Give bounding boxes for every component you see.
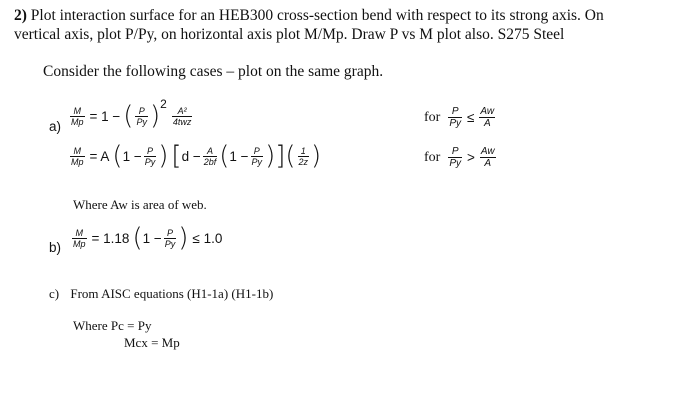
problem-line-1: 2) Plot interaction surface for an HEB300 cross-section bend with respect to its strong axis. On [14, 7, 604, 24]
case-b-label: b) [49, 240, 62, 255]
where-aw-text: Where Aw is area of web. [73, 197, 207, 212]
case-c-text: From AISC equations (H1-1a) (H1-1b) [70, 286, 274, 301]
condition-1: for $\frac{P}{Py}$ ≤ $\frac{Aw}{A}$ [424, 106, 495, 129]
case-a-label: a) [49, 119, 62, 134]
case-c-label: c) [49, 286, 60, 301]
m-over-mp-fraction: $\frac{M}{Mp}$ [71, 105, 84, 127]
p-over-py-fraction: $\frac{P}{Py}$ [136, 105, 147, 127]
case-b-equation: $\frac{M}{Mp}$ = 1.18 ( 1 − $\frac{P}{Py}$ ) ≤ 1.0 [73, 223, 223, 253]
a2-over-4twz-fraction: $\frac{\text{A²}}{\text{4twz}}$ [172, 105, 192, 127]
case-a-equation-2: $\frac{M}{Mp}$ = A ( 1 − $\frac{P}{Py}$ ) [ d − $\frac{A}{2bf}$ ( 1 − $\frac{P}{Py}$ ) ] ( $\frac{1}{2z}$ ) [71, 141, 322, 171]
case-c-where-2: Mcx = Mp [124, 335, 180, 350]
problem-line-2: vertical axis, plot P/Py, on horizontal axis plot M/Mp. Draw P vs M plot also. S275 Steel [14, 26, 565, 43]
case-a-equation-1: $\frac{M}{Mp}$ = 1 − ( $\frac{P}{Py}$ ) 2 $\frac{\text{A²}}{\text{4twz}}$ [71, 97, 192, 131]
consider-text: Consider the following cases – plot on the same graph. [43, 63, 384, 80]
condition-2: for $\frac{P}{Py}$ > $\frac{Aw}{A}$ [424, 146, 495, 169]
case-c-where-1: Where Pc = Py [73, 318, 152, 333]
case-c-line [49, 286, 273, 302]
